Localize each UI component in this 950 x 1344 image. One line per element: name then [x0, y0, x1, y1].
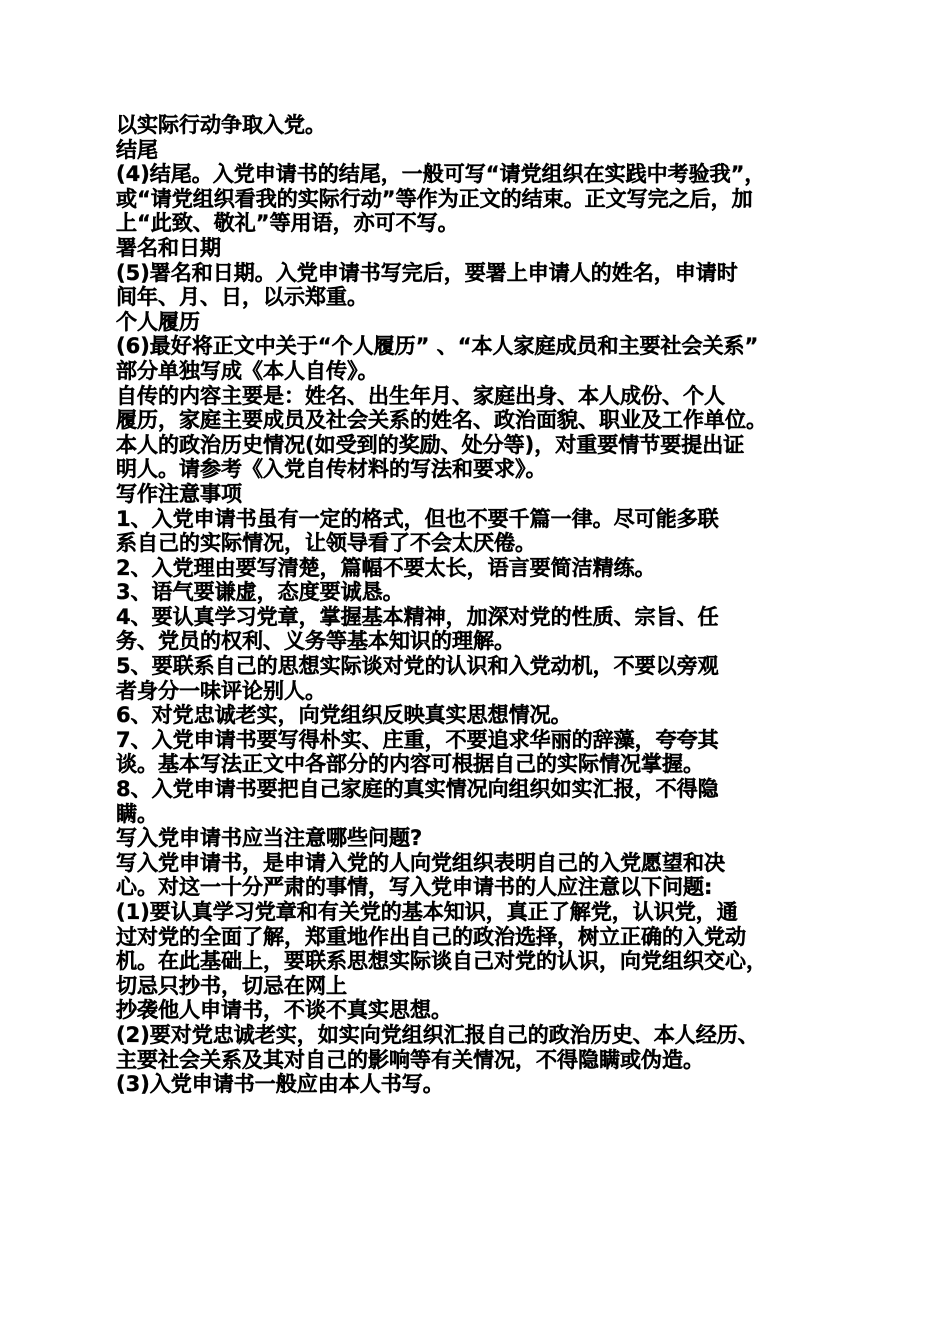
section-heading: 署名和日期: [116, 235, 221, 260]
text-line: 4、要认真学习党章，掌握基本精神，加深对党的性质、宗旨、任: [116, 604, 719, 629]
text-line: 7、入党申请书要写得朴实、庄重，不要追求华丽的辞藻，夸夸其: [116, 727, 719, 752]
text-line: 6、对党忠诚老实，向党组织反映真实思想情况。: [116, 703, 572, 728]
text-line: 系自己的实际情况，让领导看了不会太厌倦。: [116, 531, 536, 556]
text-line: 3、语气要谦虚，态度要诚恳。: [116, 580, 404, 605]
text-line: 间年、月、日，以示郑重。: [116, 285, 368, 310]
text-line: 务、党员的权利、义务等基本知识的理解。: [116, 629, 515, 654]
text-line: (3)入党申请书一般应由本人书写。: [116, 1072, 444, 1097]
text-line: 写入党申请书，是申请入党的人向党组织表明自己的入党愿望和决: [116, 850, 725, 875]
text-line: (6)最好将正文中关于“个人履历” 、“本人家庭成员和主要社会关系”: [116, 334, 759, 359]
text-line: (5)署名和日期。入党申请书写完后，要署上申请人的姓名，申请时: [116, 260, 738, 285]
text-line: 5、要联系自己的思想实际谈对党的认识和入党动机，不要以旁观: [116, 654, 719, 679]
text-line: 部分单独写成《本人自传》。: [116, 358, 379, 383]
text-line: 主要社会关系及其对自己的影响等有关情况，不得隐瞒或伪造。: [116, 1047, 704, 1072]
text-line: 8、入党申请书要把自己家庭的真实情况向组织如实汇报，不得隐: [116, 777, 719, 802]
text-line: 谈。基本写法正文中各部分的内容可根据自己的实际情况掌握。: [116, 752, 704, 777]
section-heading: 写入党申请书应当注意哪些问题?: [116, 826, 423, 851]
text-line: 瞒。: [116, 801, 158, 826]
text-line: 以实际行动争取入党。: [116, 113, 326, 137]
section-heading: 结尾: [116, 137, 158, 162]
text-line: (2)要对党忠诚老实，如实向党组织汇报自己的政治历史、本人经历、: [116, 1022, 759, 1047]
text-line: 切忌只抄书，切忌在网上: [116, 973, 347, 998]
text-line: 者身分一味评论别人。: [116, 678, 326, 703]
text-line: 1、入党申请书虽有一定的格式，但也不要千篇一律。尽可能多联: [116, 506, 719, 531]
text-line: 抄袭他人申请书，不谈不真实思想。: [116, 998, 452, 1023]
document-body: [116, 113, 876, 1097]
text-line: 或“请党组织看我的实际行动”等作为正文的结束。正文写完之后，加: [116, 186, 753, 211]
text-line: (1)要认真学习党章和有关党的基本知识，真正了解党，认识党，通: [116, 900, 738, 924]
section-heading: 个人履历: [116, 309, 200, 334]
text-line: 过对党的全面了解，郑重地作出自己的政治选择，树立正确的入党动: [116, 924, 746, 949]
text-line: 心。对这一十分严肃的事情，写入党申请书的人应注意以下问题:: [116, 875, 713, 900]
section-heading: 写作注意事项: [116, 481, 242, 506]
text-line: 2、入党理由要写清楚，篇幅不要太长，语言要简洁精练。: [116, 555, 656, 580]
text-line: 履历，家庭主要成员及社会关系的姓名、政治面貌、职业及工作单位。: [116, 408, 767, 433]
text-line: 明人。请参考《入党自传材料的写法和要求》。: [116, 457, 547, 482]
text-line: 本人的政治历史情况(如受到的奖励、处分等)，对重要情节要提出证: [116, 432, 745, 457]
text-line: 上“此致、敬礼”等用语，亦可不写。: [116, 211, 459, 236]
text-line: 机。在此基础上，要联系思想实际谈自己对党的认识，向党组织交心，: [116, 949, 767, 974]
text-line: 自传的内容主要是：姓名、出生年月、家庭出身、本人成份、个人: [116, 383, 725, 408]
text-line: (4)结尾。入党申请书的结尾，一般可写“请党组织在实践中考验我”，: [116, 162, 766, 187]
